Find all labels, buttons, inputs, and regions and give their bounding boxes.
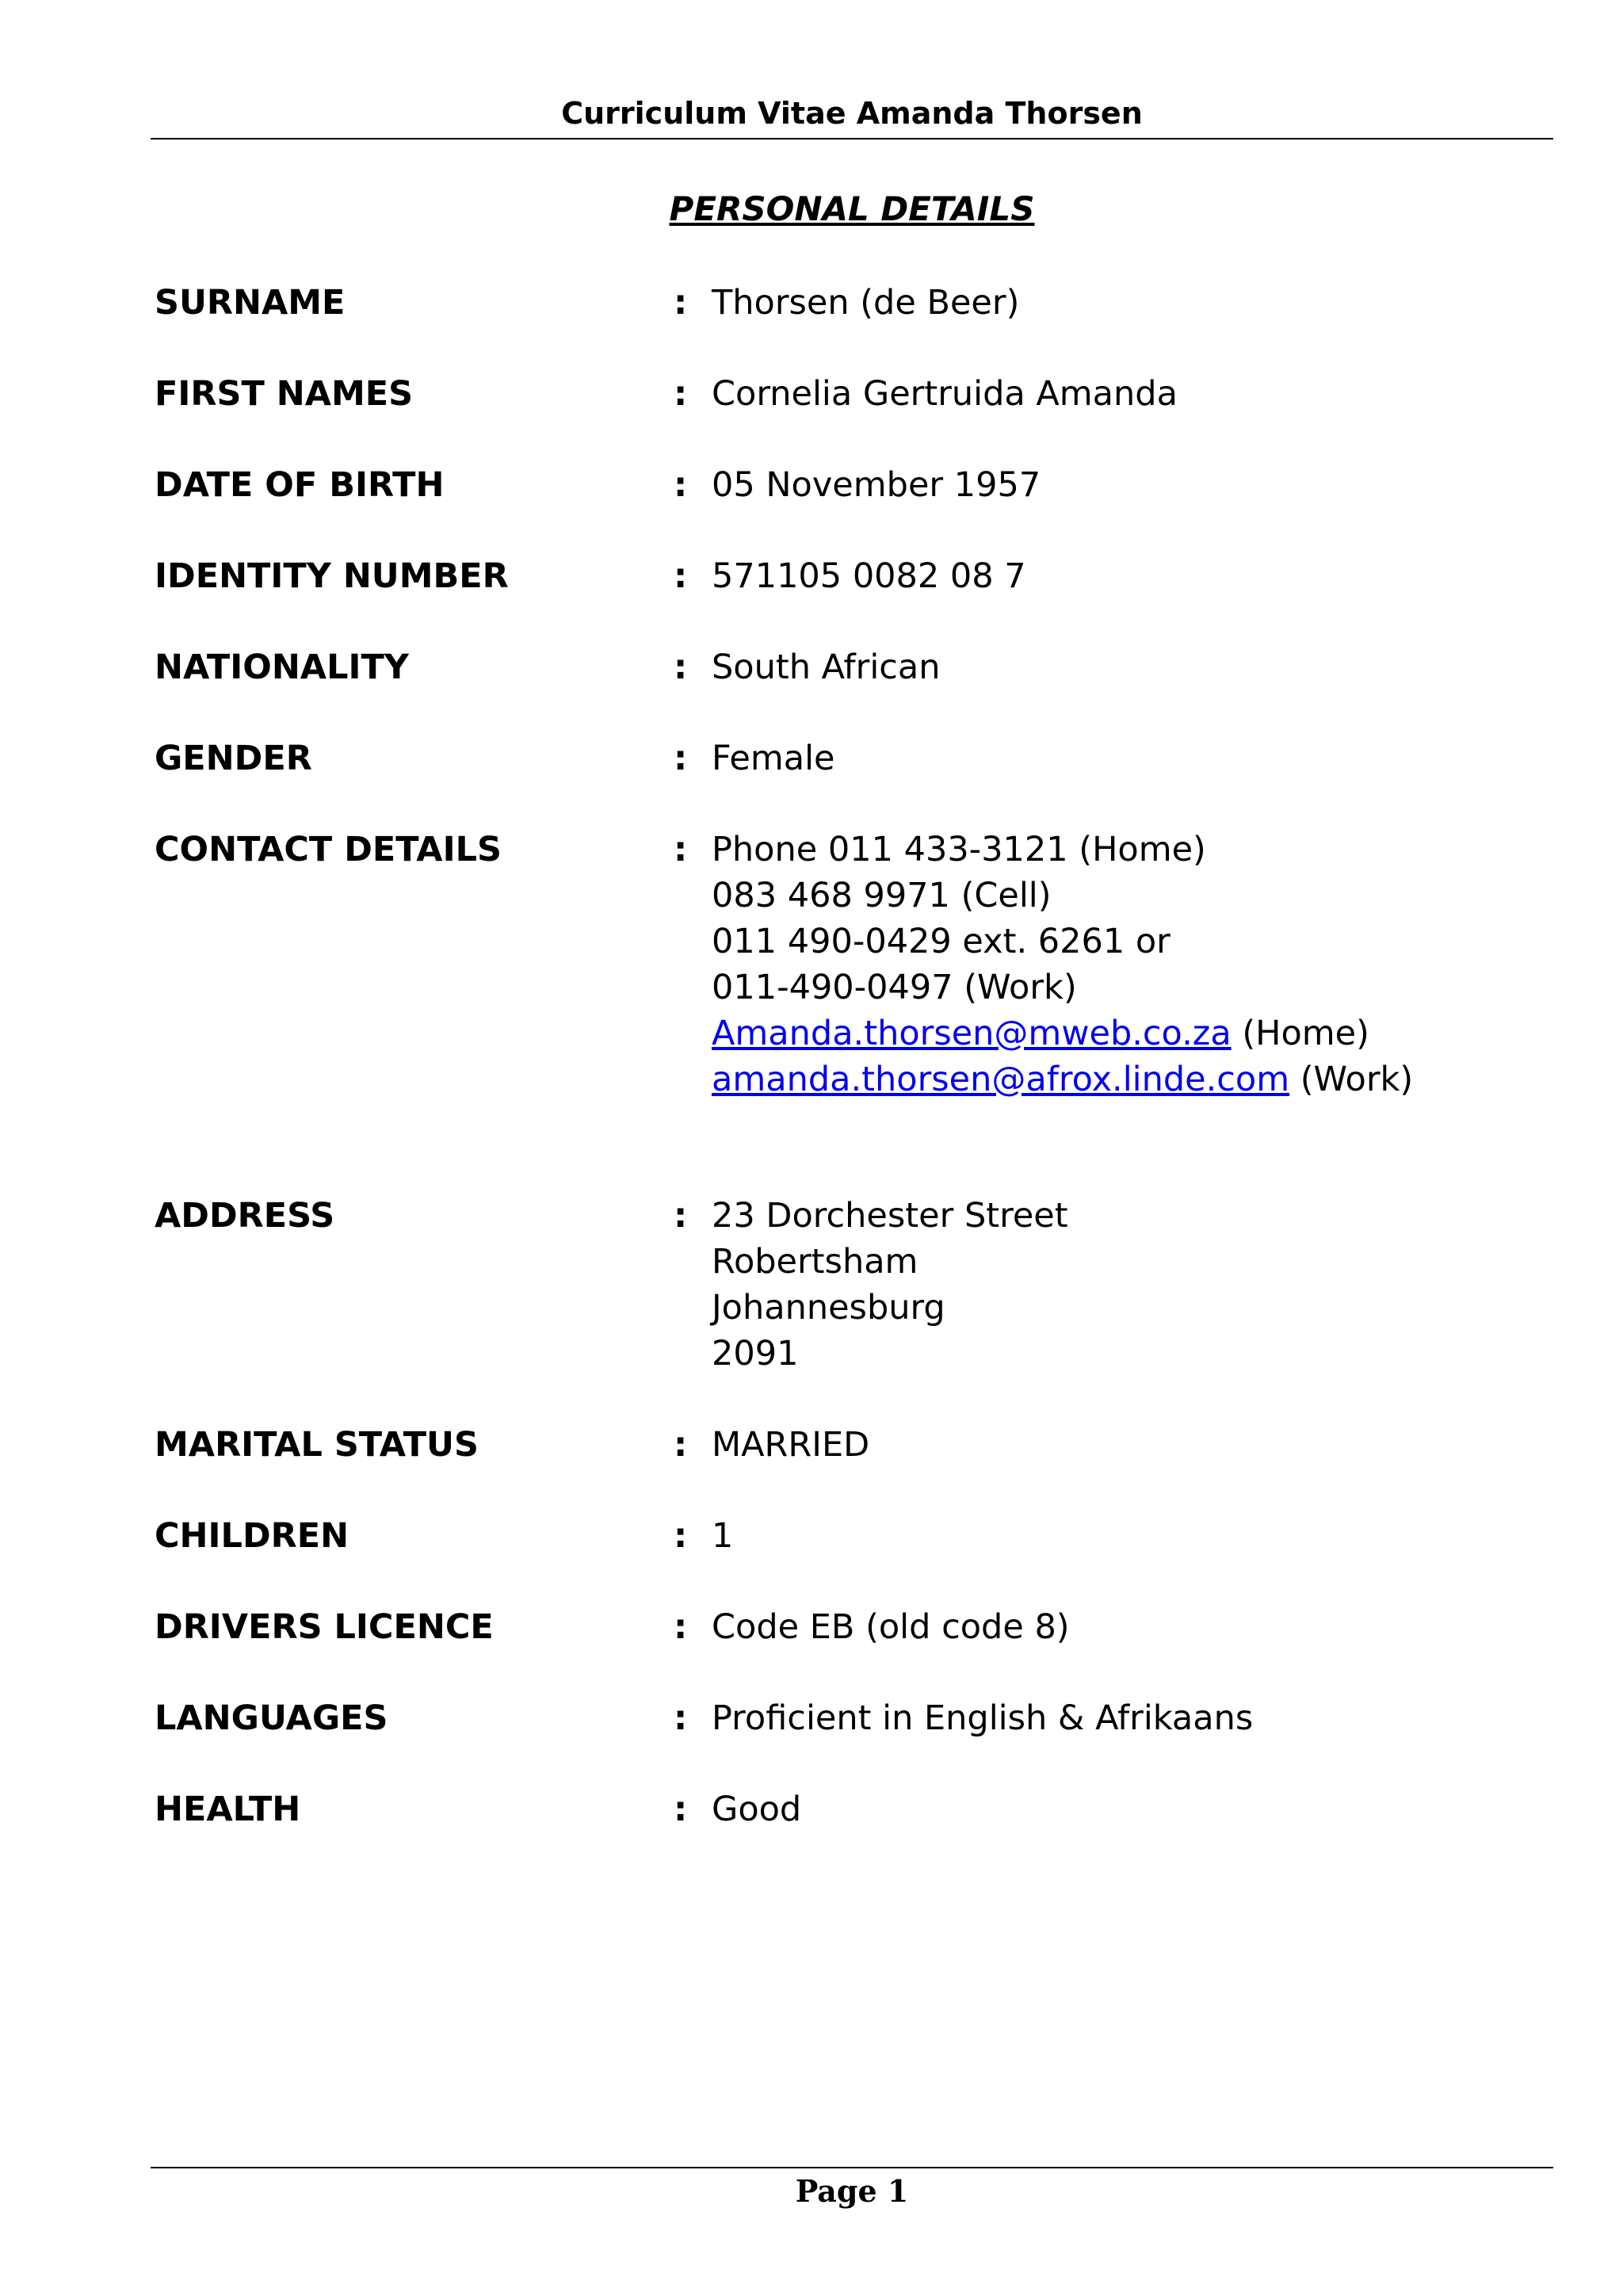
field-label: FIRST NAMES <box>155 374 414 414</box>
value-line: 1 <box>712 1516 734 1556</box>
field-value <box>712 644 1544 690</box>
header-rule <box>151 138 1553 139</box>
field-separator: : <box>674 830 688 869</box>
field-value <box>712 280 1544 326</box>
field-separator: : <box>674 1790 688 1829</box>
value-line: 2091 <box>712 1334 799 1373</box>
field-value <box>712 553 1544 599</box>
value-line: Proficient in English & Afrikaans <box>712 1698 1254 1738</box>
email-link-work[interactable]: amanda.thorsen@afrox.linde.com <box>712 1060 1290 1099</box>
field-separator: : <box>674 556 688 596</box>
field-value <box>712 1513 1544 1559</box>
field-value <box>712 1786 1544 1832</box>
value-line: Cornelia Gertruida Amanda <box>712 374 1178 414</box>
field-separator: : <box>674 1607 688 1647</box>
field-value <box>712 827 1544 1102</box>
field-label: SURNAME <box>155 283 346 323</box>
email-line-home <box>712 1010 1544 1056</box>
field-value <box>712 1422 1544 1468</box>
field-label: HEALTH <box>155 1790 301 1829</box>
field-label: ADDRESS <box>155 1196 335 1236</box>
field-label: GENDER <box>155 739 312 778</box>
value-line: 011 490-0429 ext. 6261 or <box>712 922 1170 961</box>
field-label: CONTACT DETAILS <box>155 830 502 869</box>
field-separator: : <box>674 374 688 414</box>
value-line: 23 Dorchester Street <box>712 1196 1068 1236</box>
field-value <box>712 462 1544 508</box>
field-separator: : <box>674 1698 688 1738</box>
value-line: Good <box>712 1790 802 1829</box>
value-line: Thorsen (de Beer) <box>712 283 1020 323</box>
field-value <box>712 1695 1544 1741</box>
value-line: 083 468 9971 (Cell) <box>712 876 1052 915</box>
field-label: IDENTITY NUMBER <box>155 556 509 596</box>
email-type-work: (Work) <box>1289 1060 1414 1099</box>
field-value <box>712 1604 1544 1650</box>
field-label: DATE OF BIRTH <box>155 465 445 505</box>
value-line: Phone 011 433-3121 (Home) <box>712 830 1206 869</box>
field-label: DRIVERS LICENCE <box>155 1607 494 1647</box>
field-label: MARITAL STATUS <box>155 1425 479 1465</box>
field-label: LANGUAGES <box>155 1698 388 1738</box>
field-value <box>712 371 1544 417</box>
value-line: 05 November 1957 <box>712 465 1041 505</box>
field-separator: : <box>674 1196 688 1236</box>
document-header-title: Curriculum Vitae Amanda Thorsen <box>561 96 1143 131</box>
value-line: 571105 0082 08 7 <box>712 556 1026 596</box>
value-line: Female <box>712 739 835 778</box>
field-separator: : <box>674 739 688 778</box>
section-title: PERSONAL DETAILS <box>669 189 1035 228</box>
value-line: Robertsham <box>712 1242 918 1282</box>
email-type-home: (Home) <box>1231 1014 1369 1053</box>
field-value <box>712 1193 1544 1377</box>
value-line: MARRIED <box>712 1425 870 1465</box>
field-separator: : <box>674 1516 688 1556</box>
field-label: NATIONALITY <box>155 648 409 687</box>
value-line: Code EB (old code 8) <box>712 1607 1070 1647</box>
page-number: Page 1 <box>795 2173 909 2209</box>
value-line: 011-490-0497 (Work) <box>712 968 1077 1007</box>
field-separator: : <box>674 1425 688 1465</box>
field-separator: : <box>674 465 688 505</box>
value-line: South African <box>712 648 941 687</box>
value-line: Johannesburg <box>712 1288 945 1328</box>
field-label: CHILDREN <box>155 1516 349 1556</box>
field-separator: : <box>674 283 688 323</box>
field-value <box>712 735 1544 781</box>
field-separator: : <box>674 648 688 687</box>
email-link-home[interactable]: Amanda.thorsen@mweb.co.za <box>712 1014 1232 1053</box>
footer-rule <box>151 2167 1553 2168</box>
email-line-work <box>712 1056 1544 1102</box>
